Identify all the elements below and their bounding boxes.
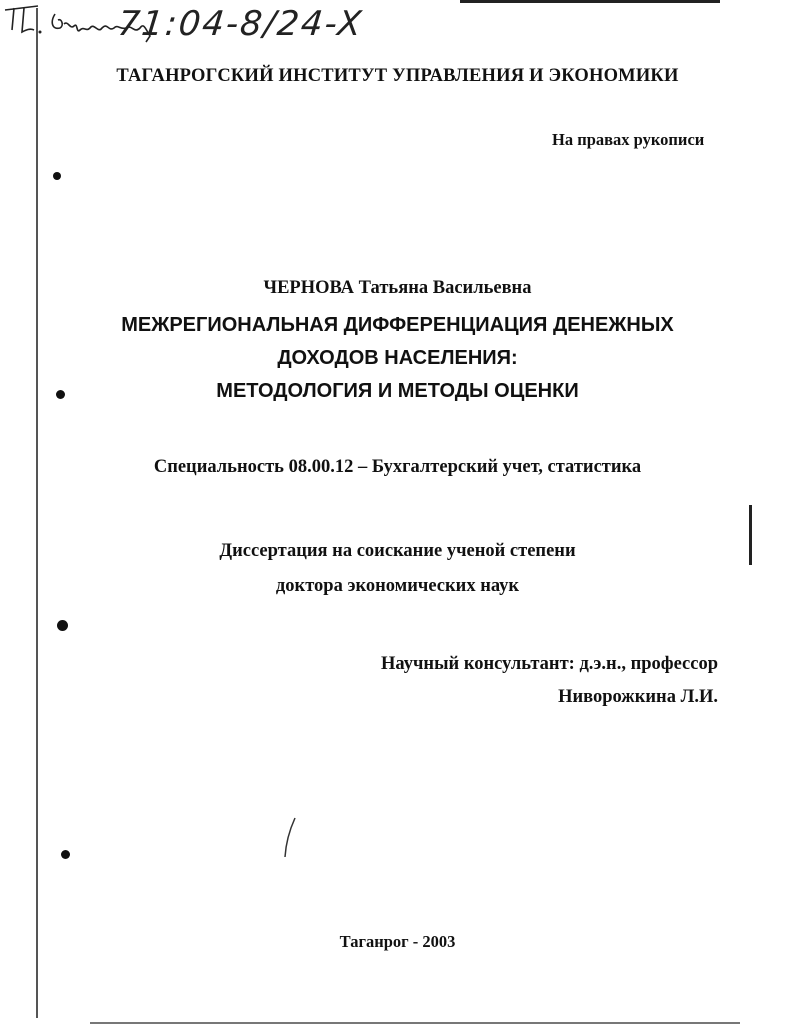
author-name: ЧЕРНОВА Татьяна Васильевна (263, 278, 532, 298)
consultant-line: Научный консультант: д.э.н., профессор (381, 654, 718, 674)
dissertation-title (0, 309, 795, 408)
scan-edge-bottom (90, 1022, 740, 1024)
binding-hole-mark (57, 620, 68, 631)
pen-stroke-mark (280, 815, 300, 860)
archive-code: 71:04-8/24-X (115, 4, 366, 44)
scientific-consultant (346, 648, 718, 714)
binding-hole-mark (61, 850, 70, 859)
degree-line: Диссертация на соискание ученой степени (219, 541, 576, 561)
degree-statement (0, 534, 795, 604)
title-line: ДОХОДОВ НАСЕЛЕНИЯ: (277, 347, 518, 369)
rights-note: На правах рукописи (552, 130, 705, 149)
city-year: Таганрог - 2003 (339, 932, 456, 951)
institute-name: ТАГАНРОГСКИЙ ИНСТИТУТ УПРАВЛЕНИЯ И ЭКОНОМИКИ (116, 66, 679, 86)
consultant-line: Ниворожкина Л.И. (558, 687, 718, 707)
binding-hole-mark (53, 172, 61, 180)
title-line: МЕЖРЕГИОНАЛЬНАЯ ДИФФЕРЕНЦИАЦИЯ ДЕНЕЖНЫХ (121, 314, 674, 336)
specialty: Специальность 08.00.12 – Бухгалтерский учет, статистика (153, 457, 642, 477)
scan-edge-left (36, 8, 38, 1018)
degree-line: доктора экономических наук (275, 576, 520, 596)
title-line: МЕТОДОЛОГИЯ И МЕТОДЫ ОЦЕНКИ (216, 380, 579, 402)
scan-edge-top (460, 0, 720, 3)
